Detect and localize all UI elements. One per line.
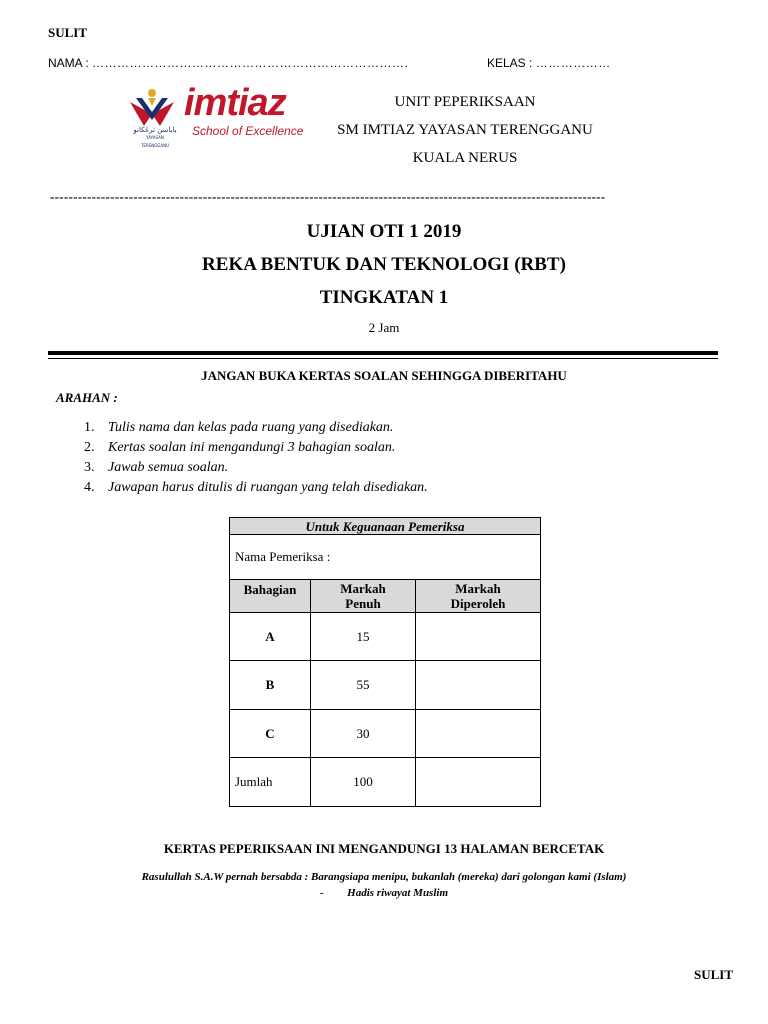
total-obtained-marks[interactable] bbox=[416, 758, 541, 807]
col-header-obtained-line2: Diperoleh bbox=[450, 596, 506, 611]
instruction-number: 4. bbox=[84, 480, 95, 495]
page-count-note: KERTAS PEPERIKSAAN INI MENGANDUNGI 13 HALAMAN BERCETAK bbox=[163, 841, 605, 856]
examiner-name-field[interactable]: Nama Pemeriksa : bbox=[230, 535, 541, 580]
exam-duration: 2 Jam bbox=[368, 320, 400, 335]
part-cell: A bbox=[230, 613, 311, 661]
instruction-number: 1. bbox=[84, 420, 95, 435]
obtained-marks-cell[interactable] bbox=[416, 613, 541, 661]
col-header-full-line2: Penuh bbox=[345, 596, 381, 611]
total-label: Jumlah bbox=[230, 758, 311, 807]
instruction-text: Jawab semua soalan. bbox=[108, 460, 229, 475]
rule-thick bbox=[48, 351, 718, 355]
classification-bottom: SULIT bbox=[694, 967, 734, 982]
total-full-marks: 100 bbox=[311, 758, 416, 807]
hadith-source: Hadis riwayat Muslim bbox=[347, 887, 449, 899]
table-row bbox=[230, 613, 541, 661]
obtained-marks-cell[interactable] bbox=[416, 661, 541, 710]
classification-top: SULIT bbox=[48, 25, 88, 40]
instruction-item bbox=[84, 458, 704, 478]
exam-form: TINGKATAN 1 bbox=[319, 287, 449, 308]
hadith-source-line bbox=[0, 887, 768, 899]
col-header-part: Bahagian bbox=[230, 580, 311, 613]
col-header-full-marks bbox=[311, 580, 416, 613]
col-header-full-line1: Markah bbox=[340, 581, 386, 596]
nama-dots: …………………………………………………………………. bbox=[92, 56, 409, 70]
instruction-number: 3. bbox=[84, 460, 95, 475]
nama-label: NAMA : bbox=[48, 56, 89, 70]
school-logo bbox=[128, 82, 328, 148]
examiner-table-title: Untuk Keguanaan Pemeriksa bbox=[230, 518, 541, 535]
instructions-list bbox=[84, 418, 704, 498]
kelas-field[interactable] bbox=[487, 56, 611, 70]
table-row bbox=[230, 661, 541, 710]
total-row bbox=[230, 758, 541, 807]
instruction-item bbox=[84, 418, 704, 438]
institution-block bbox=[300, 88, 630, 172]
instructions-heading: ARAHAN : bbox=[56, 390, 118, 405]
logo-arabic: ياياسن ترڠڬانو bbox=[133, 126, 177, 134]
part-cell: C bbox=[230, 710, 311, 758]
instruction-item bbox=[84, 478, 704, 498]
kelas-label: KELAS : bbox=[487, 56, 533, 70]
instruction-item bbox=[84, 438, 704, 458]
nama-field[interactable] bbox=[48, 56, 408, 70]
exam-subject: REKA BENTUK DAN TEKNOLOGI (RBT) bbox=[202, 254, 566, 275]
hadith-quote: Rasulullah S.A.W pernah bersabda : Barangsiapa menipu, bukanlah (mereka) dari golongan kami (Islam) bbox=[141, 871, 627, 883]
instruction-number: 2. bbox=[84, 440, 95, 455]
dashed-divider: ------------------------------------------------------------------------------------------------------------------------ bbox=[50, 189, 606, 204]
obtained-marks-cell[interactable] bbox=[416, 710, 541, 758]
full-marks-cell: 55 bbox=[311, 661, 416, 710]
do-not-open-warning: JANGAN BUKA KERTAS SOALAN SEHINGGA DIBERITAHU bbox=[201, 368, 567, 383]
logo-sub: YAYASAN TERENGGANU bbox=[140, 135, 170, 148]
hadith-dash: - bbox=[319, 887, 324, 899]
kelas-dots: ……………… bbox=[535, 56, 611, 70]
institution-line-3: KUALA NERUS bbox=[412, 150, 518, 166]
rule-thin bbox=[48, 358, 718, 359]
instruction-text: Kertas soalan ini mengandungi 3 bahagian soalan. bbox=[108, 440, 396, 455]
col-header-obtained-line1: Markah bbox=[455, 581, 501, 596]
table-row bbox=[230, 710, 541, 758]
instruction-text: Tulis nama dan kelas pada ruang yang disediakan. bbox=[108, 420, 394, 435]
logo-tagline: School of Excellence bbox=[192, 124, 304, 138]
full-marks-cell: 15 bbox=[311, 613, 416, 661]
instruction-text: Jawapan harus ditulis di ruangan yang telah disediakan. bbox=[108, 480, 428, 495]
part-cell: B bbox=[230, 661, 311, 710]
full-marks-cell: 30 bbox=[311, 710, 416, 758]
institution-line-1: UNIT PEPERIKSAAN bbox=[394, 94, 536, 110]
col-header-obtained-marks bbox=[416, 580, 541, 613]
exam-title: UJIAN OTI 1 2019 bbox=[306, 221, 462, 242]
examiner-table bbox=[229, 517, 541, 807]
institution-line-2: SM IMTIAZ YAYASAN TERENGGANU bbox=[337, 122, 593, 138]
logo-brand: imtiaz bbox=[184, 82, 286, 124]
